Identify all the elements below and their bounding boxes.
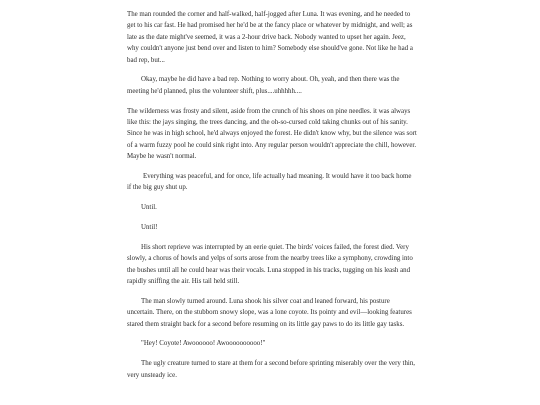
paragraph-3: The wilderness was frosty and silent, aside from the crunch of his shoes on pine needles. it was always like this: the jays singing, the trees dancing, and the oh-so-cursed cold taking chunks out of his sanity. Since he was in high school, he'd always enjoyed the forest. He didn't know why, but the silence was sort of a warm fuzzy pool he could sink right into. Any regular person wouldn't appreciate the chill, however. Maybe he wasn't normal. [127,107,417,161]
paragraph-2: Okay, maybe he did have a bad rep. Nothing to worry about. Oh, yeah, and then there was the meeting he'd planned, plus the volunteer shift, plus....uhhhhh.... [127,76,400,95]
paragraph-4: Everything was peaceful, and for once, life actually had meaning. It would have it too back home if the big guy shut up. [127,173,412,192]
paragraph-7: His short reprieve was interrupted by an eerie quiet. The birds' voices failed, the forest died. Very slowly, a chorus of howls and yelps of sorts arose from the nearby trees like a symphony, crowding into the bushes until all he could hear was their vocals. Luna stopped in his tracks, tugging on his leash and rapidly sniffing the air. His tail held still. [127,243,413,286]
paragraph-9: "Hey! Coyote! Awoooooo! Awoooooooooo!" [141,340,266,348]
paragraph-8: The man slowly turned around. Luna shook his silver coat and leaned forward, his posture uncertain. There, on the stubborn snowy slope, was a lone coyote. Its pointy and evil—looking features stared them straight back for a second before resuming on its little gay paws to do its little gay tasks. [127,297,412,328]
paragraph-1: The man rounded the corner and half-walked, half-jogged after Luna. It was evening, and he needed to get to his car fast. He had promised her he'd be at the fancy place or whatever by midnight, and well; as late as the date might've seemed, it was a 2-hour drive back. Nobody wanted to upset her again. Jeez, why couldn't anyone just bend over and listen to him? Somebody else should've gone. Not like he had a bad rep, but... [127,11,413,64]
document-page [127,9,417,389]
paragraph-6: Until! [141,224,158,232]
paragraph-10: The ugly creature turned to stare at them for a second before sprinting miserably over the very thin, very unsteady ice. [127,360,415,379]
paragraph-5: Until. [141,204,157,212]
